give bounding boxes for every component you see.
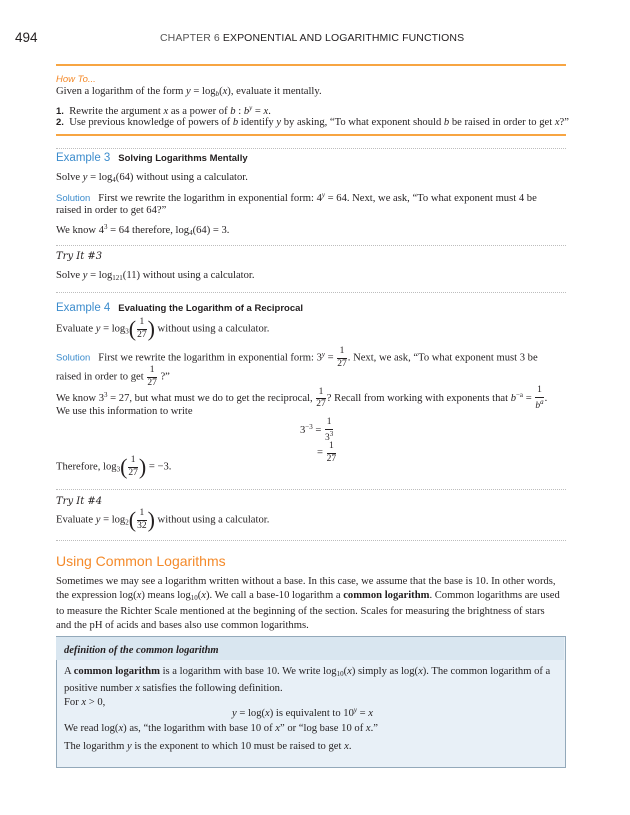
example3-solution-line2: raised in order to get 64?” <box>56 205 167 216</box>
example4-therefore: Therefore, $\log_3$( $\frac{1}{27}$ ) = −3. <box>56 454 172 479</box>
howto-step-2: 2. Use previous knowledge of powers of b identify y by asking, “To what exponent should b be raised in order to get x?” <box>56 117 569 128</box>
tryit3-text: Solve $y = \log_{121}(11)$ without using a calculator. <box>56 270 255 282</box>
example3-heading <box>56 152 248 164</box>
howto-label: How To... <box>56 74 96 85</box>
howto-step-1: 1. Rewrite the argument x as a power of b : $b^y = x$. <box>56 104 271 117</box>
example4-heading <box>56 302 303 314</box>
example4-eq2: = $\frac{1}{27}$ <box>317 441 337 464</box>
tryit4-label: Try It #4 <box>56 496 103 507</box>
howto-top-rule <box>56 64 566 66</box>
example3-problem: Solve $y = \log_4(64)$ without using a calculator. <box>56 172 248 184</box>
example4-solution-line2: raised in order to get $\frac{1}{27}$ ?” <box>56 365 170 388</box>
definition-read: We read log(x) as, “the logarithm with base 10 of x” or “log base 10 of x.” <box>64 723 378 734</box>
howto-bottom-rule <box>56 134 566 136</box>
section-paragraph: Sometimes we may see a logarithm written without a base. In this case, we assume that the base is 10. In other words, the expression log(x) means $\log_{10}(x)$. We call a base-10 logarithm a common logarithm. Common logarithms are used to measure the Richter Scale mentioned at the beginning of the section. Scales for measuring the brightness of stars and the pH of acids and bases also use common logarithms. <box>56 576 560 631</box>
definition-last: The logarithm y is the exponent to which 10 must be raised to get x. <box>64 741 352 752</box>
example3-solution-label: Solution <box>56 193 91 204</box>
section-rule <box>56 540 566 541</box>
howto-given: Given a logarithm of the form $y = \log_b(x)$, evaluate it mentally. <box>56 86 322 98</box>
example3-solution: Solution First we rewrite the logarithm in exponential form: $4^y = 64$. Next, we ask, “To what exponent must 4 be <box>56 191 537 204</box>
tryit4-text: Evaluate $y = \log_2$( $\frac{1}{32}$ ) without using a calculator. <box>56 507 270 532</box>
example4-title: Evaluating the Logarithm of a Reciprocal <box>118 303 304 314</box>
running-header <box>160 32 464 44</box>
page-number: 494 <box>15 30 38 45</box>
tryit4-rule <box>56 489 566 490</box>
example4-solution: Solution First we rewrite the logarithm in exponential form: $3^y$ = $\frac{1}{27}$ . Next, we ask, “To what exponent must 3 be <box>56 346 538 369</box>
example4-problem: Evaluate $y = \log_3$( $\frac{1}{27}$ ) without using a calculator. <box>56 316 270 341</box>
example4-solution-label: Solution <box>56 352 91 364</box>
example4-rule <box>56 292 566 293</box>
section-title: Using Common Logarithms <box>56 553 226 569</box>
example3-rule <box>56 148 566 149</box>
example3-know: We know $4^3 = 64$ therefore, $\log_4(64) = 3$. <box>56 223 230 237</box>
example3-title: Solving Logarithms Mentally <box>118 153 248 164</box>
tryit3-rule <box>56 245 566 246</box>
definition-equation: y = log(x) is equivalent to $10^y = x$ <box>232 706 373 719</box>
example4-use: We use this information to write <box>56 406 193 417</box>
chapter-label: CHAPTER 6 <box>160 32 220 44</box>
example4-know: We know $3^3 = 27$, but what must we do to get the reciprocal, $\frac{1}{27}$ ? Recall from working with exponents that $b^{-a}$ = $\frac{1}{b^a}$ . <box>56 385 548 411</box>
definition-title: definition of the common logarithm <box>64 645 219 656</box>
chapter-title: EXPONENTIAL AND LOGARITHMIC FUNCTIONS <box>222 32 465 44</box>
example3-label: Example 3 <box>56 152 111 164</box>
tryit3-label: Try It #3 <box>56 251 103 262</box>
definition-for: For x > 0, <box>64 697 106 708</box>
example4-eq1: $3^{-3}$ = $\frac{1}{3^3}$ <box>300 417 334 443</box>
example4-label: Example 4 <box>56 302 111 314</box>
definition-paragraph: A common logarithm is a logarithm with base 10. We write $\log_{10}(x)$ simply as log(x). The common logarithm of a positive number x satisfies the following definition. <box>64 666 551 694</box>
